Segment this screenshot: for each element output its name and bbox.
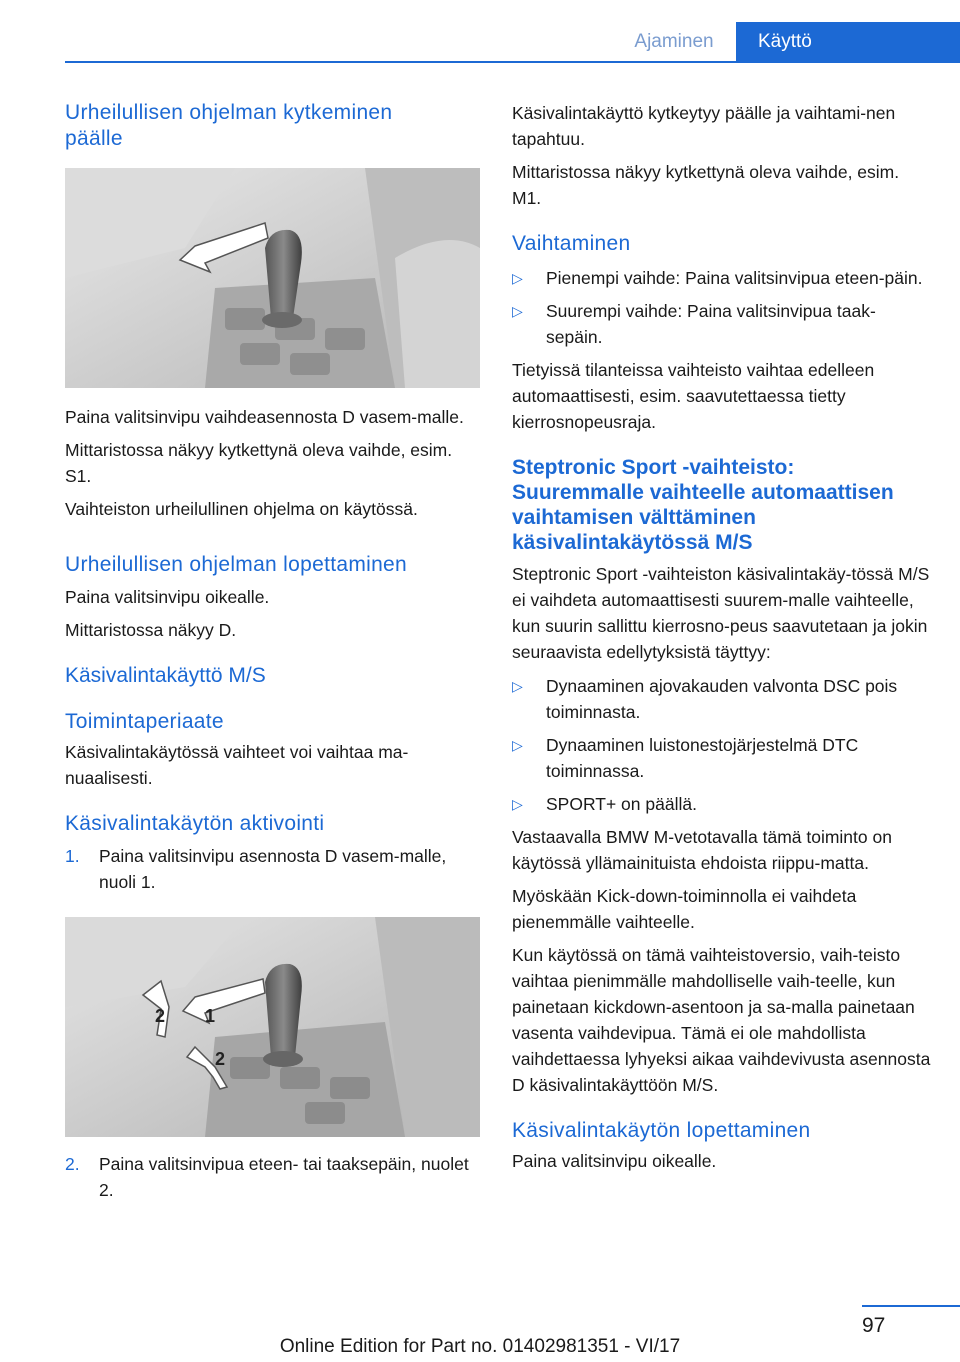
arrow-label-2b: 2 [215, 1049, 226, 1069]
heading-principle: Toimintaperiaate [65, 710, 224, 733]
paragraph: Vastaavalla BMW M-vetotavalla tämä toiminto on käytössä yllämainituista ehdoista riippu-matta. [512, 827, 892, 873]
paragraph: Steptronic Sport -vaihteiston käsivalintakäy-tössä M/S ei vaihdeta automaattisesti suurem-malle vaihteelle, kun suurin sallittu kierrosno-peus saavutetaan ja jokin seuraavista edellytyksistä täyttyy: [512, 564, 930, 662]
step-number: 2. [65, 1154, 80, 1174]
paragraph: Paina valitsinvipu oikealle. [512, 1151, 717, 1171]
shifting-list [512, 265, 932, 350]
heading-activation: Käsivalintakäytön aktivointi [65, 812, 325, 835]
triangle-bullet-icon: ▷ [512, 270, 523, 286]
heading-manual-mode: Käsivalintakäyttö M/S [65, 664, 266, 687]
heading-sport-program-on: Urheilullisen ohjelman kytkeminen päälle [65, 101, 393, 150]
heading-manual-off: Käsivalintakäytön lopettaminen [512, 1119, 811, 1142]
triangle-bullet-icon: ▷ [512, 678, 523, 694]
triangle-bullet-icon: ▷ [512, 737, 523, 753]
list-item: 2. Paina valitsinvipua eteen- tai taaksepäin, nuolet 2. [65, 1151, 480, 1203]
right-column [512, 100, 932, 1174]
footer-rule [862, 1305, 960, 1307]
heading-sport-program-off: Urheilullisen ohjelman lopettaminen [65, 553, 408, 576]
activation-steps [65, 843, 480, 895]
paragraph: Mittaristossa näkyy kytkettynä oleva vaihde, esim. M1. [512, 162, 900, 208]
arrow-label-2a: 2 [155, 1006, 166, 1026]
list-item: ▷ Pienempi vaihde: Paina valitsinvipua eteen-päin. [512, 265, 932, 291]
list-item: ▷ Dynaaminen luistonestojärjestelmä DTC toiminnassa. [512, 732, 932, 784]
heading-steptronic-sport: Steptronic Sport -vaihteisto: Suuremmalle vaihteelle automaattisen vaihtamisen välttäminen käsivalintakäytössä M/S [512, 456, 894, 554]
gear-selector-photo-1 [65, 168, 480, 388]
list-item: 1. Paina valitsinvipu asennosta D vasem-malle, nuoli 1. [65, 843, 480, 895]
conditions-list [512, 673, 932, 817]
step-number: 1. [65, 846, 80, 866]
paragraph: Mittaristossa näkyy kytkettynä oleva vaihde, esim. S1. [65, 440, 453, 486]
paragraph: Kun käytössä on tämä vaihteistoversio, vaih-teisto vaihtaa pienimmälle mahdolliselle vaih-teelle, kun painetaan kickdown-asentoon ja sa-malla painetaan vasenta vaihdevipua. Tämä ei ole mahdollista vaihdettaessa lyhyeksi aikaa vaihdevivusta asennosta D käsivalintakäyttöön M/S. [512, 945, 931, 1095]
triangle-bullet-icon: ▷ [512, 303, 523, 319]
paragraph: Paina valitsinvipu vaihdeasennosta D vasem-malle. [65, 407, 464, 427]
paragraph: Myöskään Kick-down-toiminnolla ei vaihdeta pienemmälle vaihteelle. [512, 886, 857, 932]
paragraph: Käsivalintakäyttö kytkeytyy päälle ja vaihtami-nen tapahtuu. [512, 103, 896, 149]
arrow-label-1: 1 [205, 1006, 216, 1026]
left-column [65, 100, 480, 1203]
paragraph: Tietyissä tilanteissa vaihteisto vaihtaa edelleen automaattisesti, esim. saavutettaessa tietty kierrosnopeusraja. [512, 360, 875, 432]
list-item: ▷ SPORT+ on päällä. [512, 791, 932, 817]
triangle-bullet-icon: ▷ [512, 796, 523, 812]
paragraph: Vaihteiston urheilullinen ohjelma on käytössä. [65, 499, 418, 519]
heading-shifting: Vaihtaminen [512, 232, 631, 255]
paragraph: Käsivalintakäytössä vaihteet voi vaihtaa ma-nuaalisesti. [65, 742, 409, 788]
page-number: 97 [862, 1314, 886, 1337]
list-item: ▷ Suurempi vaihde: Paina valitsinvipua taak-sepäin. [512, 298, 932, 350]
tab-kaytto[interactable]: Käyttö [736, 22, 960, 62]
paragraph: Paina valitsinvipu oikealle. [65, 587, 270, 607]
edition-footer: Online Edition for Part no. 01402981351 - VI/17 [279, 1336, 681, 1357]
activation-steps-cont [65, 1151, 480, 1203]
paragraph: Mittaristossa näkyy D. [65, 620, 237, 640]
tab-ajaminen[interactable]: Ajaminen [634, 31, 714, 52]
gear-selector-photo-2 [65, 917, 480, 1137]
list-item: ▷ Dynaaminen ajovakauden valvonta DSC pois toiminnasta. [512, 673, 932, 725]
